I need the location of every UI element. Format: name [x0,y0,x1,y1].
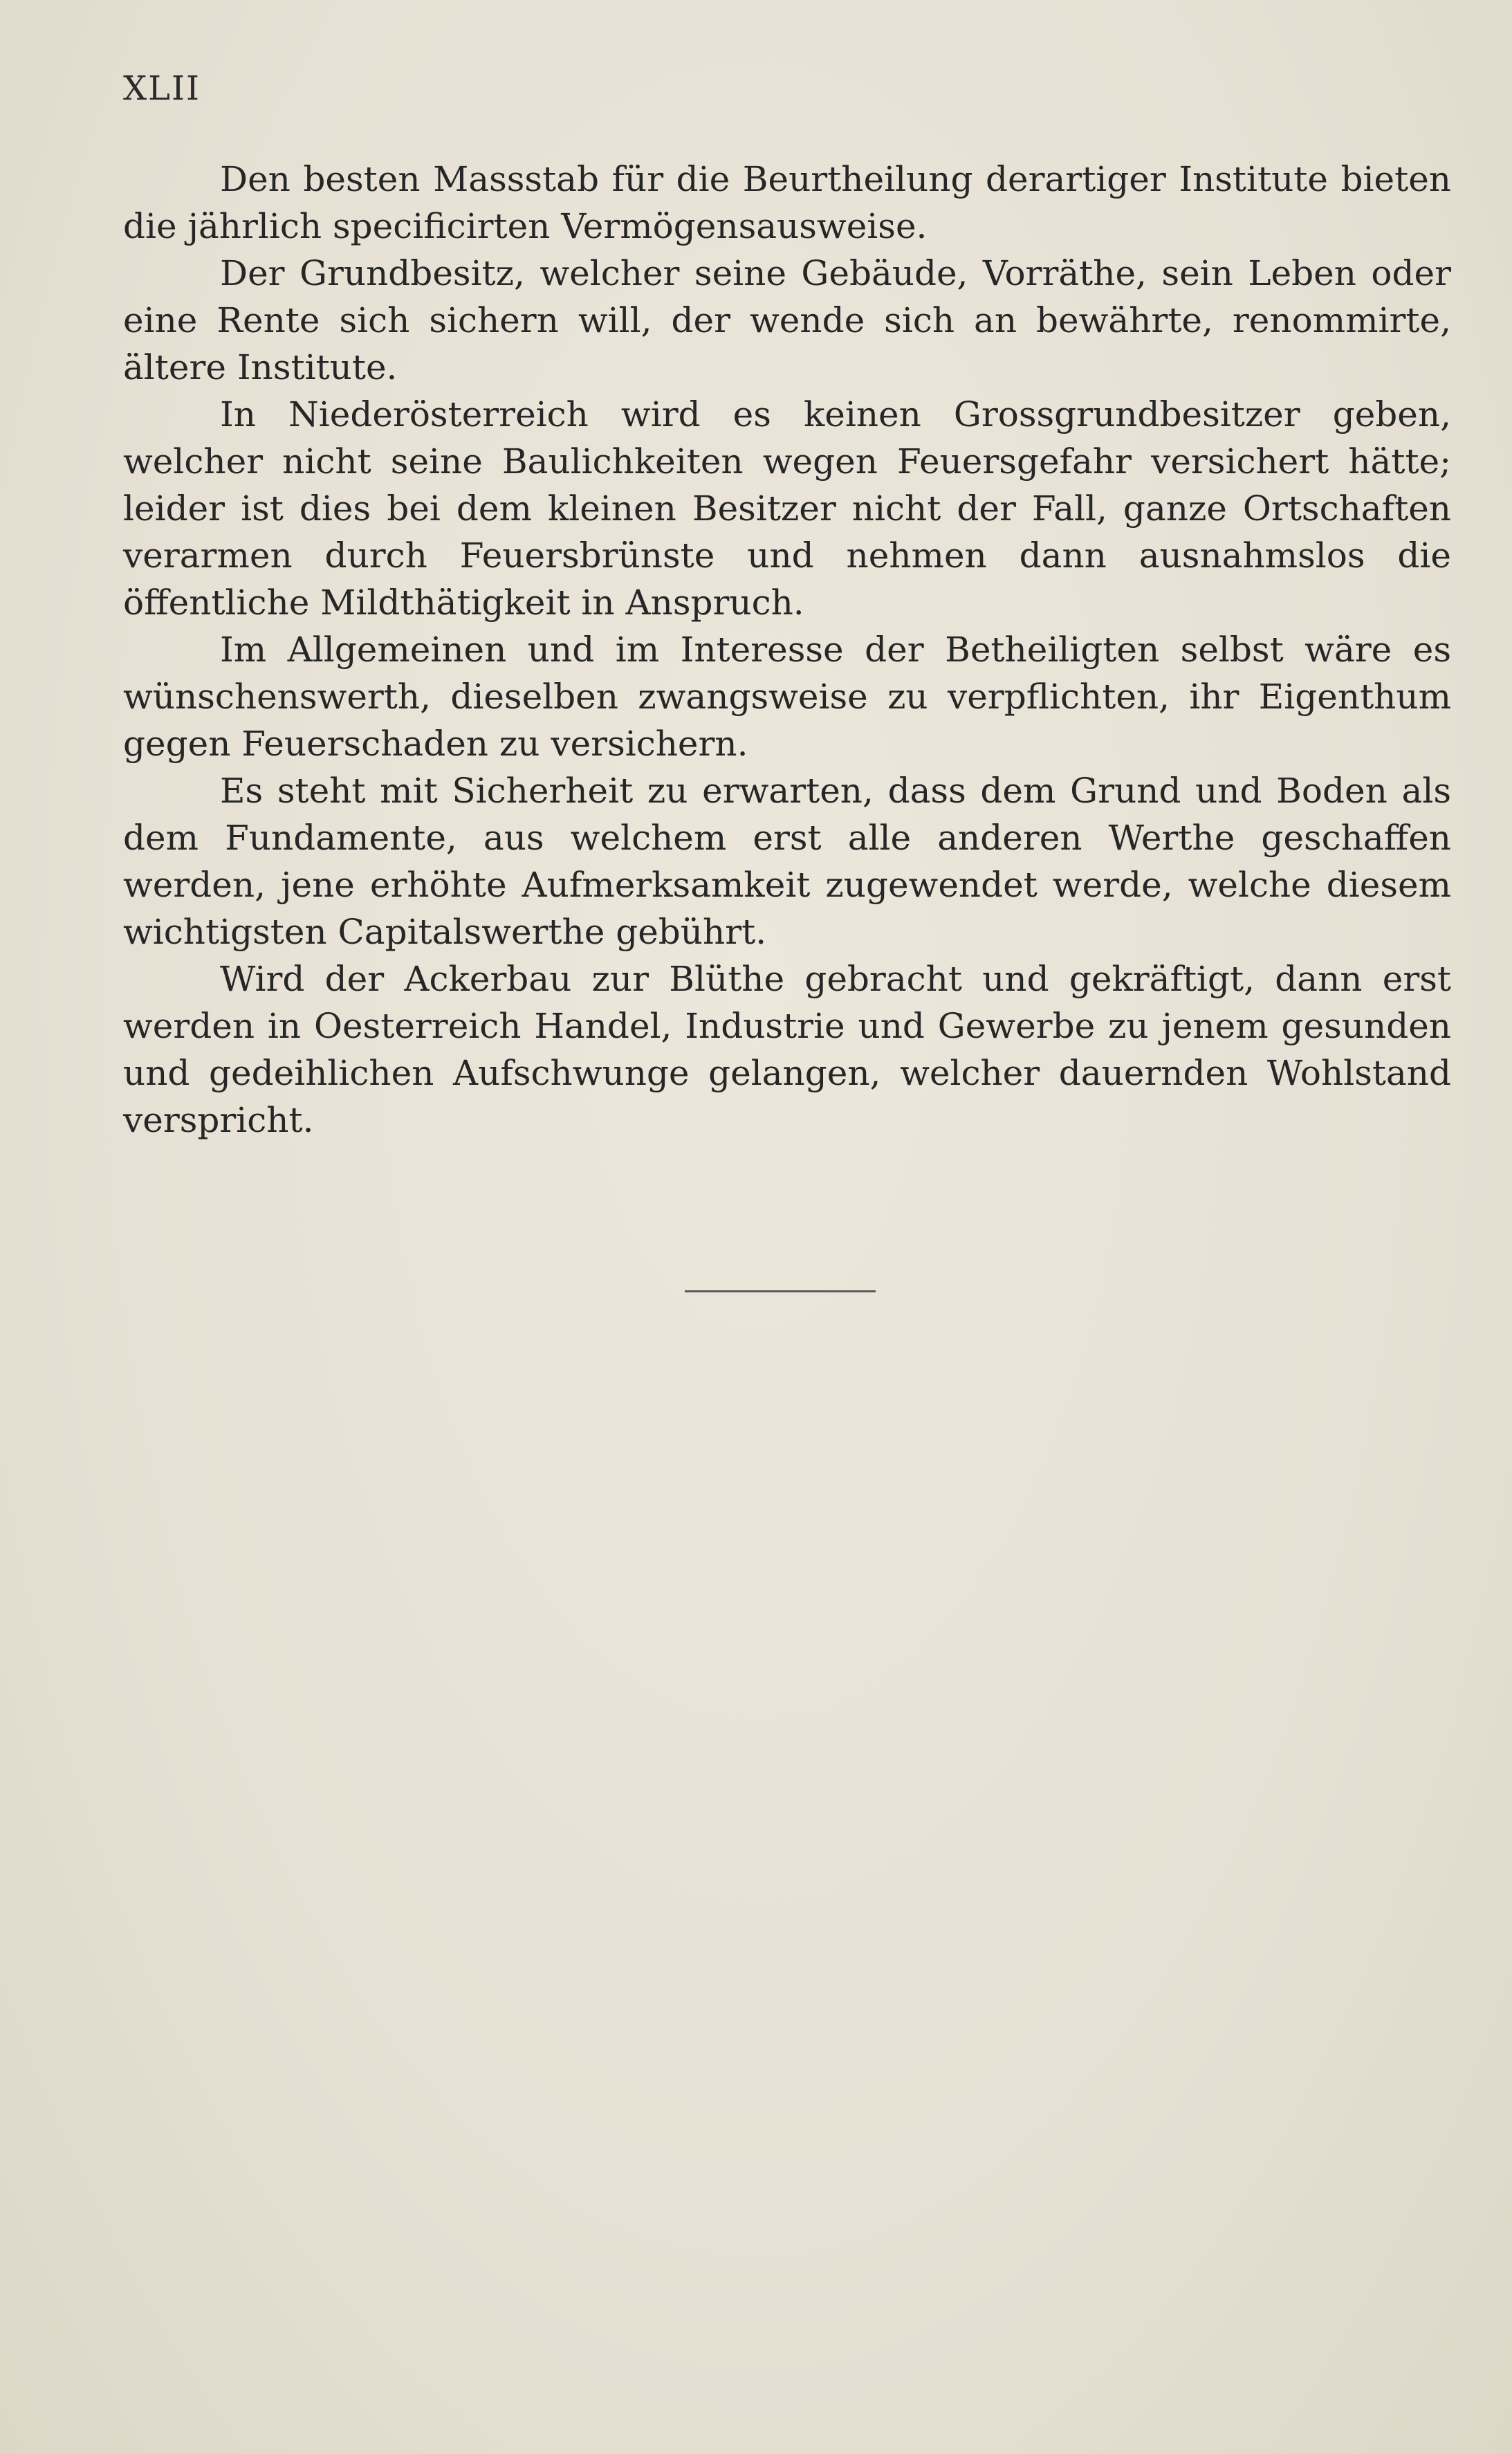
paragraph: Den besten Massstab für die Beurtheilung derartiger Institute bieten die jährlich specificirten Vermögensausweise. [123,159,1451,246]
paragraph: Es steht mit Sicherheit zu erwarten, dass dem Grund und Boden als dem Fundamente, aus welchem erst alle anderen Werthe geschaffen werden, jene erhöhte Aufmerksamkeit zugewendet werde, welche diesem wichtigsten Capitalswerthe gebührt. [123,771,1451,952]
paragraph: In Niederösterreich wird es keinen Grossgrundbesitzer geben, welcher nicht seine Baulichkeiten wegen Feuersgefahr versichert hätte; leider ist dies bei dem kleinen Besitzer nicht der Fall, ganze Ortschaften verarmen durch Feuersbrünste und nehmen dann ausnahmslos die öffentliche Mildthätigkeit in Anspruch. [123,394,1451,623]
paragraph: Der Grundbesitz, welcher seine Gebäude, Vorräthe, sein Leben oder eine Rente sich sichern will, der wende sich an bewährte, renommirte, ältere Institute. [123,253,1451,387]
paragraph: Wird der Ackerbau zur Blüthe gebracht und gekräftigt, dann erst werden in Oesterreich Handel, Industrie und Gewerbe zu jenem gesunden und gedeihlichen Aufschwunge gelangen, welcher dauernden Wohlstand verspricht. [123,959,1451,1140]
body-text [123,156,1451,1144]
section-divider [685,1290,876,1292]
paragraph: Im Allgemeinen und im Interesse der Betheiligten selbst wäre es wünschenswerth, dieselben zwangsweise zu verpflichten, ihr Eigenthum gegen Feuerschaden zu versichern. [123,630,1451,764]
page-number: XLII [123,69,201,108]
